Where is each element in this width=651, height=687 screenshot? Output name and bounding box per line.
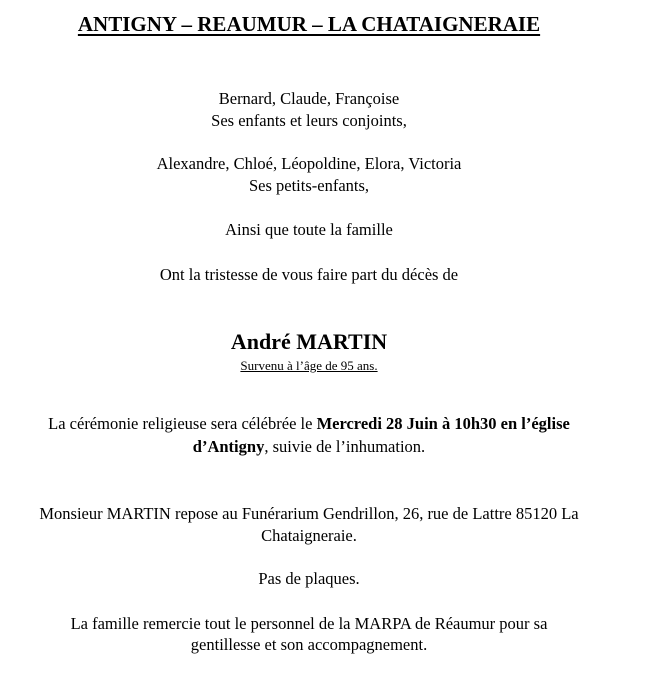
family-line: Ainsi que toute la famille <box>225 220 393 239</box>
no-plaques-line: Pas de plaques. <box>258 569 360 588</box>
deceased-age: Survenu à l’âge de 95 ans. <box>240 358 378 373</box>
children-relation: Ses enfants et leurs conjoints, <box>211 111 407 130</box>
ceremony-intro: La cérémonie religieuse sera célébrée le <box>48 414 317 433</box>
funeral-home-line-2: Chataigneraie. <box>261 526 357 545</box>
ceremony-when-where: Mercredi 28 Juin à 10h30 en l’église <box>316 414 570 433</box>
deceased-name: André MARTIN <box>230 329 388 354</box>
ceremony-outro: , suivie de l’inhumation. <box>264 437 426 456</box>
grandchildren-relation: Ses petits-enfants, <box>248 176 370 195</box>
announcement-line: Ont la tristesse de vous faire part du décès de <box>159 265 459 284</box>
notice-title: ANTIGNY – REAUMUR – LA CHATAIGNERAIE <box>77 12 541 36</box>
ceremony-church: d’Antigny <box>192 437 265 456</box>
ceremony-line-1 <box>0 413 618 435</box>
funeral-home-line-1: Monsieur MARTIN repose au Funérarium Gendrillon, 26, rue de Lattre 85120 La <box>39 504 579 523</box>
children-names: Bernard, Claude, Françoise <box>218 89 400 108</box>
ceremony-line-2 <box>0 436 618 458</box>
thanks-line-2: gentillesse et son accompagnement. <box>190 635 428 654</box>
thanks-line-1: La famille remercie tout le personnel de la MARPA de Réaumur pour sa <box>70 614 548 633</box>
grandchildren-names: Alexandre, Chloé, Léopoldine, Elora, Victoria <box>156 154 462 173</box>
